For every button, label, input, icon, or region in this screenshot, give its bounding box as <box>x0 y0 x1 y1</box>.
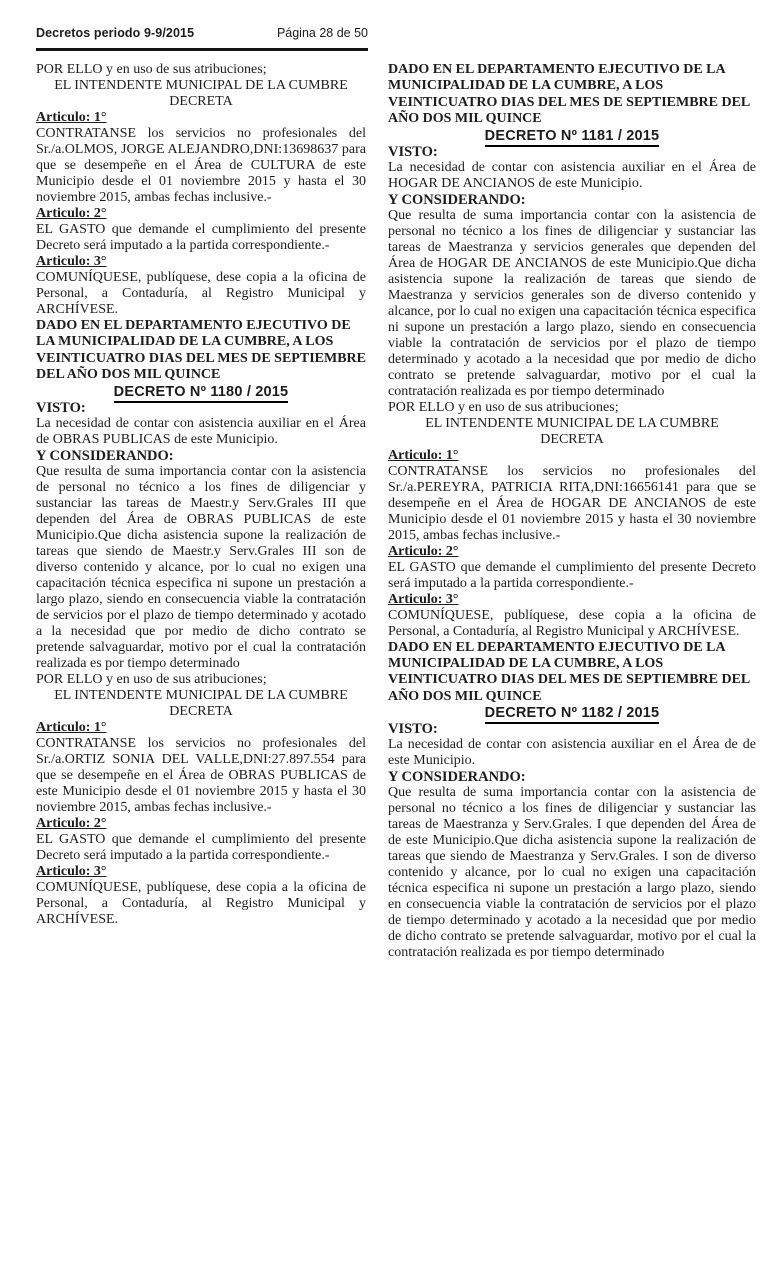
decree-title-text: DECRETO Nº 1180 / 2015 <box>114 384 289 403</box>
por-ello-line: POR ELLO y en uso de sus atribuciones; <box>388 399 619 415</box>
dado-statement: DADO EN EL DEPARTAMENTO EJECUTIVO DE LA MUNICIPALIDAD DE LA CUMBRE, A LOS VEINTICUATRO DIAS DEL MES DE SEPTIEMBRE DEL AÑO DOS MIL QUINCE <box>36 318 366 383</box>
intendente-line: EL INTENDENTE MUNICIPAL DE LA CUMBRE <box>54 78 348 93</box>
decree-title <box>388 128 756 144</box>
article-heading <box>36 816 366 832</box>
section-heading: VISTO: <box>36 399 86 416</box>
article-heading <box>388 544 756 560</box>
paragraph: COMUNÍQUESE, publíquese, dese copia a la oficina de Personal, a Contaduría, al Registro Municipal y ARCHÍVESE. <box>36 270 366 317</box>
article-heading <box>36 864 366 880</box>
article-heading <box>388 592 756 608</box>
section-heading: VISTO: <box>388 721 438 738</box>
paragraph: CONTRATANSE los servicios no profesionales del Sr./a.OLMOS, JORGE ALEJANDRO,DNI:13698637 para que se desempeñe en el Área de CULTURA de este Municipio desde el 01 noviembre 2015 y hasta el 30 noviembre 2015, ambas fechas inclusive.- <box>36 126 366 205</box>
intendente-line: EL INTENDENTE MUNICIPAL DE LA CUMBRE <box>425 415 719 431</box>
decree-title-text: DECRETO Nº 1182 / 2015 <box>485 705 660 724</box>
article-heading-text: Articulo: 1° <box>36 110 107 125</box>
decreta-line: DECRETA <box>540 431 604 447</box>
section-heading: Y CONSIDERANDO: <box>388 769 526 786</box>
dado-statement: DADO EN EL DEPARTAMENTO EJECUTIVO DE LA MUNICIPALIDAD DE LA CUMBRE, A LOS VEINTICUATRO DIAS DEL MES DE SEPTIEMBRE DEL AÑO DOS MIL QUINCE <box>388 62 750 127</box>
decree-title <box>36 384 366 400</box>
article-heading-text: Articulo: 2° <box>36 815 107 831</box>
dado-statement: DADO EN EL DEPARTAMENTO EJECUTIVO DE LA MUNICIPALIDAD DE LA CUMBRE, A LOS VEINTICUATRO DIAS DEL MES DE SEPTIEMBRE DEL AÑO DOS MIL QUINCE <box>388 639 750 704</box>
article-heading-text: Articulo: 2° <box>388 543 459 559</box>
article-heading-text: Articulo: 1° <box>36 719 107 735</box>
paragraph: EL GASTO que demande el cumplimiento del presente Decreto será imputado a la partida correspondiente.- <box>36 222 366 253</box>
paragraph: EL GASTO que demande el cumplimiento del presente Decreto será imputado a la partida correspondiente.- <box>36 831 366 863</box>
article-heading <box>36 110 366 126</box>
article-heading-text: Articulo: 3° <box>36 254 107 269</box>
article-heading <box>36 254 366 270</box>
paragraph: La necesidad de contar con asistencia auxiliar en el Área de de este Municipio. <box>388 737 756 769</box>
decree-title-text: DECRETO Nº 1181 / 2015 <box>485 128 660 147</box>
intendente-line: EL INTENDENTE MUNICIPAL DE LA CUMBRE <box>54 687 348 703</box>
article-heading <box>388 448 756 464</box>
section-heading: Y CONSIDERANDO: <box>36 447 174 464</box>
paragraph: CONTRATANSE los servicios no profesionales del Sr./a.PEREYRA, PATRICIA RITA,DNI:16656141 para que se desempeñe en el Área de HOGAR DE ANCIANOS de este Municipio desde el 01 noviembre 2015 y hasta el 30 noviembre 2015, ambas fechas inclusive.- <box>388 463 756 543</box>
right-column <box>388 62 756 961</box>
section-heading: Y CONSIDERANDO: <box>388 191 526 208</box>
por-ello-line: POR ELLO y en uso de sus atribuciones; <box>36 62 267 77</box>
article-heading-text: Articulo: 3° <box>388 591 459 607</box>
two-column-layout <box>36 62 760 961</box>
article-heading-text: Articulo: 3° <box>36 863 107 879</box>
page-header <box>36 26 368 51</box>
header-title: Decretos periodo 9-9/2015 <box>36 26 195 40</box>
por-ello-line: POR ELLO y en uso de sus atribuciones; <box>36 671 267 687</box>
article-heading-text: Articulo: 2° <box>36 206 107 221</box>
paragraph: La necesidad de contar con asistencia auxiliar en el Área de HOGAR DE ANCIANOS de este Municipio. <box>388 159 756 191</box>
left-column <box>36 62 366 928</box>
header-page-number: Página 28 de 50 <box>276 26 368 40</box>
decreta-line: DECRETA <box>169 703 233 719</box>
article-heading <box>36 720 366 736</box>
paragraph: La necesidad de contar con asistencia auxiliar en el Área de OBRAS PUBLICAS de este Municipio. <box>36 415 366 447</box>
paragraph: Que resulta de suma importancia contar con la asistencia de personal no técnico a los fines de diligenciar y sustanciar las tareas de Maestranza y servicios generales que dependen del Área de HOGAR DE ANCIANOS de este Municipio.Que dicha asistencia supone la realización de tareas que siendo de Maestranza y servicios generales son de diverso contenido y alcance, por lo cual no exigen una capacitación técnica especifica ni supone un prestación a largo plazo, siendo en consecuencia viable la contratación de servicios por el plazo de tiempo determinado y acotado a la necesidad que por medio de dicho contrato se pretende salvaguardar, motivo por el cual la contratación realizada es por tiempo determinado <box>388 207 756 399</box>
paragraph: COMUNÍQUESE, publíquese, dese copia a la oficina de Personal, a Contaduría, al Registro Municipal y ARCHÍVESE. <box>36 879 366 927</box>
decree-title <box>388 705 756 721</box>
paragraph: Que resulta de suma importancia contar con la asistencia de personal no técnico a los fines de diligenciar y sustanciar las tareas de Maestranza y Serv.Grales. I que dependen del Área de de este Municipio.Que dicha asistencia supone la realización de tareas que siendo de Maestranza y Serv.Grales. I son de diverso contenido y alcance, por lo cual no exigen una capacitación técnica especifica ni supone un prestación a largo plazo, siendo en consecuencia viable la contratación de servicios por el plazo de tiempo determinado y acotado a la necesidad que por medio de dicho contrato se pretende salvaguardar, motivo por el cual la contratación realizada es por tiempo determinado <box>388 785 756 961</box>
section-heading: VISTO: <box>388 143 438 160</box>
paragraph: EL GASTO que demande el cumplimiento del presente Decreto será imputado a la partida correspondiente.- <box>388 559 756 591</box>
decreta-line: DECRETA <box>169 94 233 109</box>
paragraph: Que resulta de suma importancia contar con la asistencia de personal no técnico a los fines de diligenciar y sustanciar las tareas de Maestr.y Serv.Grales III que dependen del Área de OBRAS PUBLICAS de este Municipio.Que dicha asistencia supone la realización de tareas que siendo de Maestr.y Serv.Grales III son de diverso contenido y alcance, por lo cual no exigen una capacitación técnica especifica ni supone un prestación a largo plazo, siendo en consecuencia viable la contratación de servicios por el plazo de tiempo determinado y acotado a la necesidad que por medio de dicho contrato se pretende salvaguardar, motivo por el cual la contratación realizada es por tiempo determinado <box>36 463 366 671</box>
article-heading-text: Articulo: 1° <box>388 447 459 463</box>
paragraph: COMUNÍQUESE, publíquese, dese copia a la oficina de Personal, a Contaduría, al Registro Municipal y ARCHÍVESE. <box>388 607 756 639</box>
article-heading <box>36 206 366 222</box>
paragraph: CONTRATANSE los servicios no profesionales del Sr./a.ORTIZ SONIA DEL VALLE,DNI:27.897.554 para que se desempeñe en el Área de OBRAS PUBLICAS de este Municipio desde el 01 noviembre 2015 y hasta el 30 noviembre 2015, ambas fechas inclusive.- <box>36 735 366 815</box>
